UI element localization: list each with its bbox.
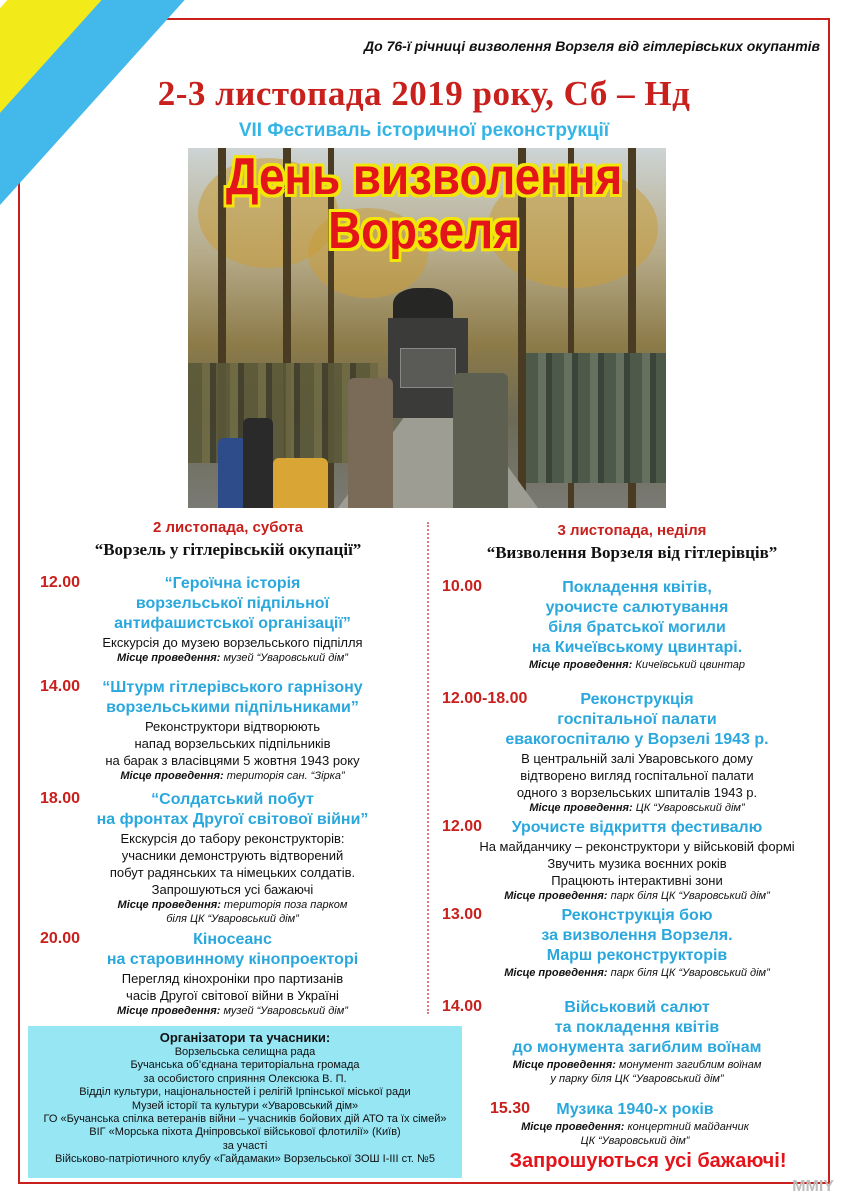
- event-venue-label: Місце проведення:: [529, 659, 633, 671]
- event-description-line: напад ворзельських підпільників: [134, 736, 331, 751]
- event-title-block: [40, 790, 425, 830]
- event-title-line: та покладення квітів: [554, 1019, 720, 1036]
- schedule-event: [40, 930, 425, 1018]
- event-time: 10.00: [442, 578, 483, 595]
- organizer-item: Військово-патріотичного клубу «Гайдамаки» Ворзельської ЗОШ І-ІІІ ст. №5: [55, 1153, 435, 1166]
- event-title-block: [40, 574, 425, 634]
- event-title-line: “Героїчна історія: [164, 575, 301, 592]
- event-venue-label: Місце проведення:: [504, 890, 608, 902]
- event-venue: ЦК “Уваровський дім”: [635, 802, 745, 814]
- schedule-event: [490, 1100, 780, 1148]
- event-title-block: [442, 998, 832, 1058]
- event-title-line: Покладення квітів,: [562, 579, 712, 596]
- event-title-block: [442, 578, 832, 658]
- event-venue-line: [40, 769, 425, 783]
- event-title-line: Музика 1940-х років: [556, 1101, 714, 1118]
- event-venue-line: [490, 1120, 780, 1134]
- event-title-block: [442, 906, 832, 966]
- event-venue-label: Місце проведення:: [512, 1059, 616, 1071]
- event-time: 20.00: [40, 930, 81, 947]
- event-venue: територія поза парком: [223, 899, 348, 911]
- event-venue-label: Місце проведення:: [120, 770, 224, 782]
- event-title-line: до монумента загиблим воїнам: [512, 1039, 762, 1056]
- event-time: 12.00: [442, 818, 483, 835]
- event-venue-line: [40, 651, 425, 665]
- schedule-event: [40, 574, 425, 665]
- event-description-line: Реконструктори відтворюють: [144, 719, 321, 734]
- monument-plaque: [400, 348, 456, 388]
- event-title-line: “Солдатський побут: [151, 791, 314, 808]
- soldiers-right-row: [526, 353, 666, 483]
- event-title-block: [442, 818, 832, 838]
- event-venue-line: [442, 966, 832, 980]
- event-title-line: госпітальної палати: [557, 711, 717, 728]
- event-description-line: відтворено вигляд госпітальної палати: [520, 768, 754, 783]
- festival-name: VII Фестиваль історичної реконструкції: [238, 120, 610, 141]
- event-venue: музей “Уваровський дім”: [223, 1005, 348, 1017]
- schedule-event: [40, 790, 425, 926]
- event-time: 15.30: [490, 1100, 531, 1117]
- event-description-line: В центральній залі Уваровського дому: [521, 751, 753, 766]
- schedule-event: [442, 690, 832, 815]
- event-description-line: побут радянських та німецьких солдатів.: [109, 865, 356, 880]
- event-time: 13.00: [442, 906, 483, 923]
- organizer-item: Ворзельська селищна рада: [174, 1046, 316, 1058]
- event-venue-line: [40, 1004, 425, 1018]
- event-description-line: Перегляд кінохроніки про партизанів: [121, 971, 344, 986]
- event-title-line: Урочисте відкриття фестивалю: [511, 819, 763, 836]
- event-title-line: антифашистської організації”: [114, 615, 351, 632]
- organizers-heading: Організатори та учасники:: [159, 1030, 331, 1045]
- event-description-line: на барак з власівцями 5 жовтня 1943 року: [105, 753, 360, 768]
- event-time: 12.00-18.00: [442, 690, 528, 707]
- schedule-event: [442, 906, 832, 980]
- event-date: 2-3 листопада 2019 року, Сб – Нд: [157, 74, 691, 113]
- event-time: 14.00: [40, 678, 81, 695]
- event-venue-label: Місце проведення:: [504, 967, 608, 979]
- event-title-line: біля братської могили: [548, 619, 726, 636]
- event-venue: парк біля ЦК “Уваровський дім”: [610, 967, 770, 979]
- organizer-item: за особистого сприяння Олексюка В. П.: [143, 1072, 347, 1085]
- event-venue: концертний майданчик: [627, 1121, 749, 1133]
- event-venue: біля ЦК “Уваровський дім”: [166, 913, 299, 925]
- event-venue-line: [442, 658, 832, 672]
- event-venue-line: [442, 801, 832, 815]
- event-venue-line: [490, 1134, 780, 1148]
- event-title-line: на старовинному кінопроекторі: [106, 951, 359, 968]
- invite-all: Запрошуються усі бажаючі!: [509, 1150, 787, 1172]
- event-description-line: Звучить музика воєнних років: [547, 856, 727, 871]
- event-time: 12.00: [40, 574, 81, 591]
- event-title-line: ворзельськими підпільниками”: [106, 699, 359, 716]
- organizer-item: ГО «Бучанська спілка ветеранів війни – учасників бойових дій АТО та їх сімей»: [43, 1113, 447, 1126]
- day2-date: 3 листопада, неділя: [557, 522, 707, 539]
- event-venue-line: [40, 898, 425, 912]
- event-title-line: Кіносеанс: [193, 931, 272, 948]
- day1-theme: “Ворзель у гітлерівській окупації”: [94, 540, 362, 559]
- event-title-line: на фронтах Другої світової війни”: [96, 811, 369, 828]
- event-title-line: на Кичеївському цвинтарі.: [531, 639, 743, 656]
- event-venue: територія сан. “Зірка”: [226, 770, 345, 782]
- event-description-line: Екскурсія до табору реконструкторів:: [120, 831, 345, 846]
- day2-header: [432, 522, 832, 563]
- event-title-line: Військовий салют: [564, 999, 710, 1016]
- event-description-line: учасники демонструють відтворений: [121, 848, 344, 863]
- organizer-item: ВІГ «Морська піхота Дніпровської військової флотилії» (Київ): [89, 1126, 401, 1139]
- event-venue-label: Місце проведення:: [529, 802, 633, 814]
- event-description-line: На майданчику – реконструктори у військовій формі: [479, 839, 795, 854]
- event-title-line: евакогоспіталю у Ворзелі 1943 р.: [505, 731, 769, 748]
- column-divider: [427, 522, 429, 1014]
- event-title-block: [40, 930, 425, 970]
- event-venue: парк біля ЦК “Уваровський дім”: [610, 890, 770, 902]
- event-venue-label: Місце проведення:: [117, 1005, 221, 1017]
- organizers-box: [28, 1026, 462, 1178]
- event-venue-line: [40, 912, 425, 926]
- event-venue: ЦК “Уваровський дім”: [580, 1135, 690, 1147]
- anniversary-line: До 76-ї річниці визволення Ворзеля від гітлерівських окупантів: [364, 38, 820, 54]
- event-title-line: за визволення Ворзеля.: [541, 927, 733, 944]
- event-time: 14.00: [442, 998, 483, 1015]
- watermark: MMIY: [792, 1178, 834, 1195]
- event-time: 18.00: [40, 790, 81, 807]
- event-venue-label: Місце проведення:: [117, 652, 221, 664]
- organizer-item: за участі: [222, 1139, 268, 1152]
- event-title-line: Марш реконструкторів: [546, 947, 728, 964]
- organizer-item: Музей історії та культури «Уваровський дім»: [131, 1099, 359, 1112]
- event-title: [51, 150, 797, 258]
- event-venue: Кичеївський цвинтар: [635, 659, 745, 671]
- day1-header: [28, 519, 428, 560]
- event-title-block: [490, 1100, 780, 1120]
- organizers-list: [28, 1046, 462, 1167]
- event-title-line: Реконструкція: [580, 691, 694, 708]
- day2-theme: “Визволення Ворзеля від гітлерівців”: [486, 543, 778, 562]
- event-description-line: одного з ворзельських шпиталів 1943 р.: [516, 785, 758, 800]
- organizer-item: Бучанська об’єднана територіальна громада: [130, 1059, 360, 1072]
- organizer-item: Відділ культури, національностей і релігій Ірпінської міської ради: [79, 1086, 411, 1099]
- event-title-line: урочисте салютування: [545, 599, 729, 616]
- event-description-line: Запрошуються усі бажаючі: [151, 882, 314, 897]
- event-title-line1: День визволення: [225, 148, 623, 206]
- event-description-line: часів Другої світової війни в Україні: [126, 988, 339, 1003]
- schedule-event: [442, 998, 832, 1086]
- event-venue-line: [442, 1072, 832, 1086]
- event-title-line: Реконструкція бою: [561, 907, 713, 924]
- schedule-event: [40, 678, 425, 783]
- event-title-line: ворзельської підпільної: [135, 595, 330, 612]
- schedule-event: [442, 818, 832, 903]
- event-title-line: “Штурм гітлерівського гарнізону: [102, 679, 363, 696]
- schedule-event: [442, 578, 832, 672]
- event-venue-line: [442, 1058, 832, 1072]
- event-description-line: Працюють інтерактивні зони: [551, 873, 723, 888]
- event-venue: у парку біля ЦК “Уваровський дім”: [550, 1073, 724, 1085]
- event-venue: монумент загиблим воїнам: [618, 1059, 762, 1071]
- event-title-block: [40, 678, 425, 718]
- event-description-line: Екскурсія до музею ворзельського підпілля: [102, 635, 363, 650]
- day1-date: 2 листопада, субота: [153, 519, 303, 536]
- event-venue: музей “Уваровський дім”: [223, 652, 348, 664]
- event-venue-label: Місце проведення:: [521, 1121, 625, 1133]
- event-title-line2: Ворзеля: [328, 202, 520, 260]
- event-venue-label: Місце проведення:: [117, 899, 221, 911]
- event-venue-line: [442, 889, 832, 903]
